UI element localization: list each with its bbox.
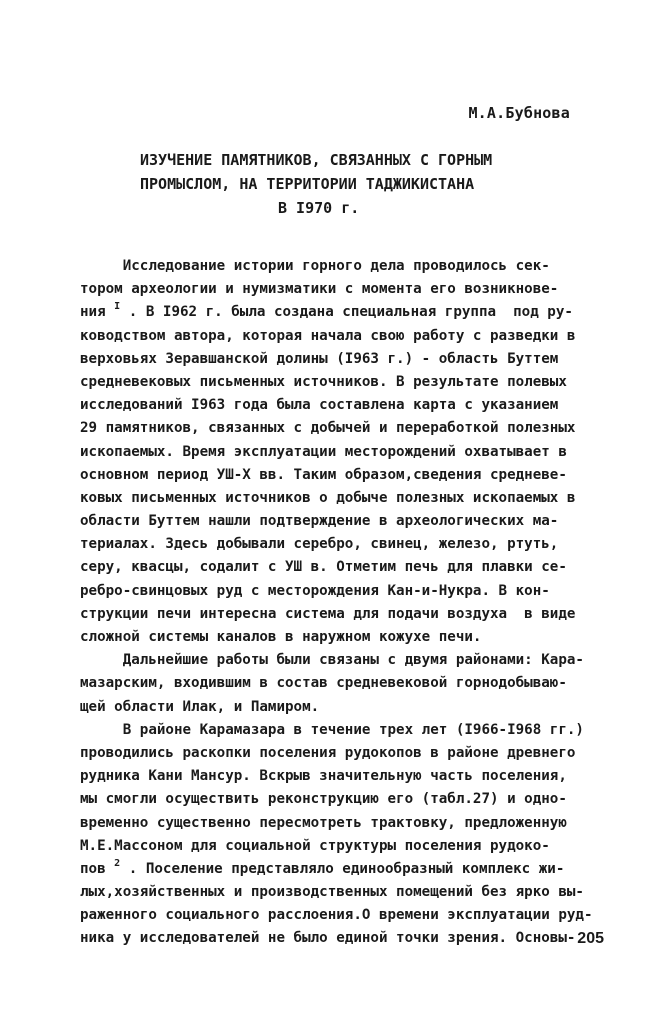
text-line — [80, 927, 600, 950]
text-segment: ния — [80, 304, 115, 321]
text-segment: лых,хозяйственных и производственных помещений без ярко вы- — [80, 884, 584, 901]
title-line: В I970 г. — [278, 199, 360, 217]
text-line — [80, 301, 600, 324]
text-segment: области Буттем нашли подтверждение в археологических ма- — [80, 513, 559, 530]
footnote-marker: I — [114, 301, 121, 313]
text-segment: щей области Илак, и Памиром. — [80, 698, 320, 715]
text-segment: проводились раскопки поселения рудокопов в районе древнего — [80, 744, 576, 761]
text-segment: мы смогли осуществить реконструкцию его (табл.27) и одно- — [80, 791, 567, 808]
text-segment: тором археологии и нумизматики с момента его возникнове- — [80, 281, 559, 298]
text-segment: М.Е.Массоном для социальной структуры поселения рудоко- — [80, 837, 550, 854]
article-body — [80, 255, 600, 951]
text-segment: ископаемых. Время эксплуатации месторождений охватывает в — [80, 443, 567, 460]
text-segment: струкции печи интересна система для подачи воздуха в виде — [80, 605, 576, 622]
author-name: М.А.Бубнова — [468, 104, 570, 122]
text-segment: исследований I963 года была составлена карта с указанием — [80, 397, 559, 414]
text-line — [80, 580, 600, 603]
text-line — [80, 371, 600, 394]
text-line — [80, 510, 600, 533]
text-segment: мазарским, входившим в состав средневековой горнодобываю- — [80, 675, 567, 692]
text-line — [80, 255, 600, 278]
text-line — [80, 278, 600, 301]
text-line — [80, 533, 600, 556]
text-line — [80, 881, 600, 904]
text-line — [80, 626, 600, 649]
text-segment: Исследование истории горного дела проводилось сек- — [80, 258, 550, 274]
text-line — [80, 742, 600, 765]
text-line — [80, 649, 600, 672]
text-segment: верховьях Зеравшанской долины (I963 г.) - область Буттем — [80, 350, 559, 367]
text-segment: серу, квасцы, содалит с УШ в. Отметим печь для плавки се- — [80, 559, 567, 576]
page-number: 205 — [577, 930, 604, 947]
text-segment: . Поселение представляло единообразный комплекс жи- — [120, 860, 565, 877]
text-segment: рудника Кани Мансур. Вскрыв значительную часть поселения, — [80, 768, 567, 785]
text-line — [80, 788, 600, 811]
text-line — [80, 417, 600, 440]
text-segment: ника у исследователей не было единой точки зрения. Основы- — [80, 930, 576, 947]
article-title — [130, 148, 530, 220]
footnote-marker: 2 — [114, 857, 121, 869]
text-line — [80, 325, 600, 348]
text-line — [80, 348, 600, 371]
text-segment: раженного социального расслоения.О времени эксплуатации руд- — [80, 907, 593, 924]
text-segment: . В I962 г. была создана специальная группа под ру- — [120, 304, 573, 321]
title-line: ИЗУЧЕНИЕ ПАМЯТНИКОВ, СВЯЗАННЫХ С ГОРНЫМ — [140, 151, 493, 169]
text-segment: териалах. Здесь добывали серебро, свинец, железо, ртуть, — [80, 536, 559, 553]
text-line — [80, 464, 600, 487]
text-line — [80, 441, 600, 464]
text-segment: сложной системы каналов в наружном кожухе печи. — [80, 629, 482, 645]
text-line — [80, 672, 600, 695]
text-line — [80, 394, 600, 417]
text-line — [80, 719, 600, 742]
text-segment: временно существенно пересмотреть трактовку, предложенную — [80, 814, 567, 831]
text-segment: ковых письменных источников о добыче полезных ископаемых в — [80, 489, 576, 506]
text-segment: средневековых письменных источников. В результате полевых — [80, 373, 567, 390]
text-line — [80, 835, 600, 858]
text-line — [80, 812, 600, 835]
text-line — [80, 603, 600, 626]
text-line — [80, 904, 600, 927]
text-segment: В районе Карамазара в течение трех лет (I966-I968 гг.) — [80, 721, 584, 738]
text-line — [80, 556, 600, 579]
text-line — [80, 858, 600, 881]
text-line — [80, 765, 600, 788]
text-segment: Дальнейшие работы были связаны с двумя районами: Кара- — [80, 652, 584, 669]
text-segment: ребро-свинцовых руд с месторождения Кан-и-Нукра. В кон- — [80, 582, 550, 599]
text-line — [80, 696, 600, 719]
text-segment: ководством автора, которая начала свою работу с разведки в — [80, 327, 576, 344]
text-line — [80, 487, 600, 510]
title-line: ПРОМЫСЛОМ, НА ТЕРРИТОРИИ ТАДЖИКИСТАНА — [140, 175, 475, 193]
text-segment: основном период УШ-Х вв. Таким образом,сведения средневе- — [80, 466, 567, 483]
text-segment: 29 памятников, связанных с добычей и переработкой полезных — [80, 420, 576, 437]
text-segment: пов — [80, 860, 115, 877]
